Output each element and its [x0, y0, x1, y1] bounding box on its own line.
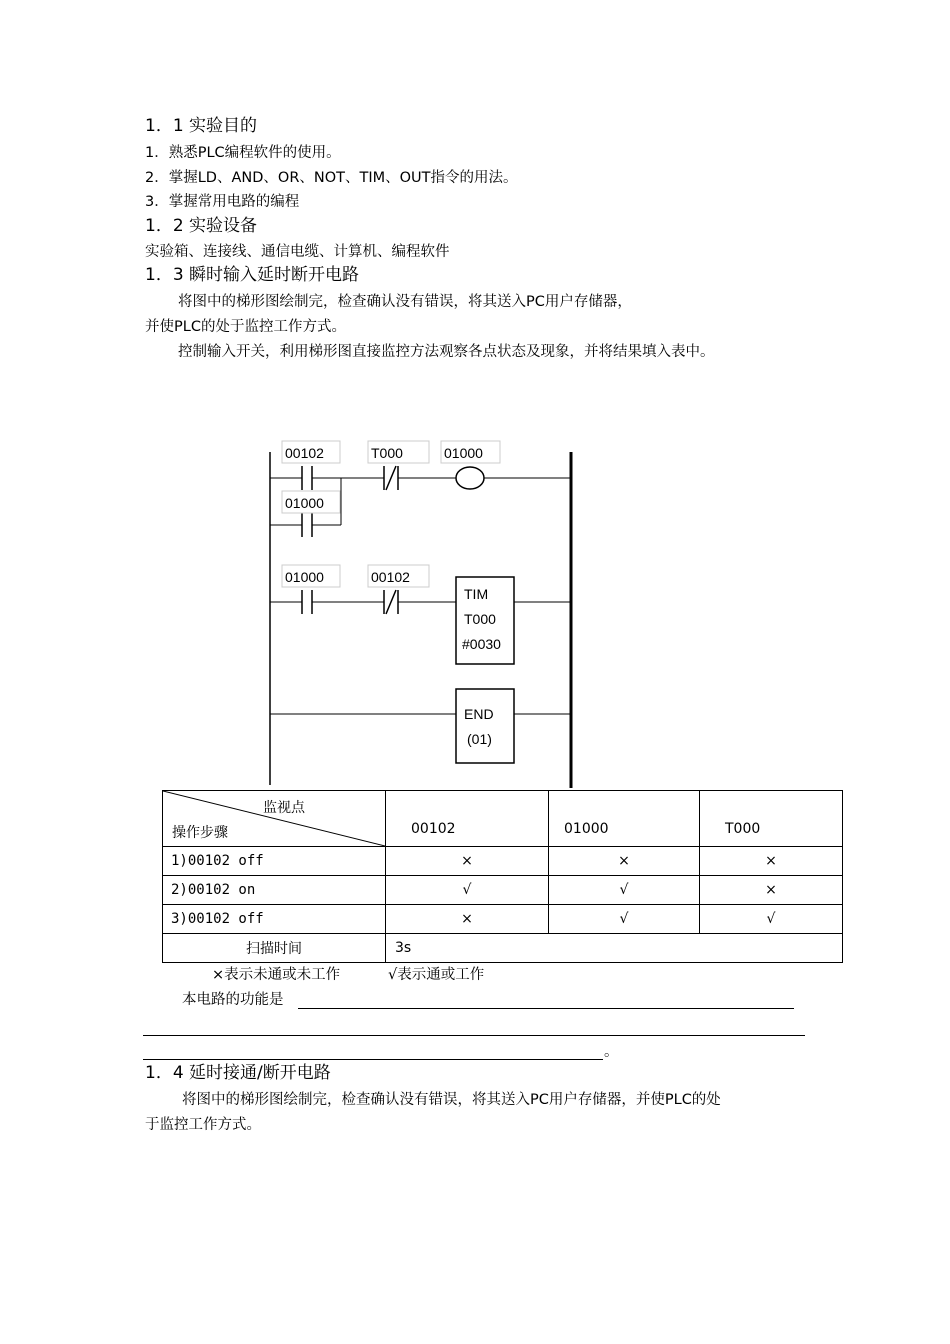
section-3-heading: 1．3 瞬时输入延时断开电路 — [145, 265, 360, 285]
answer-line[interactable] — [298, 1008, 794, 1009]
header-bottom: 操作步骤 — [172, 825, 228, 841]
legend-cross: ×表示未通或未工作 — [212, 967, 341, 983]
answer-line[interactable] — [143, 1059, 603, 1060]
value-cell: × — [386, 847, 549, 876]
tim-label: TIM — [464, 586, 489, 602]
column-header: 01000 — [549, 791, 700, 847]
answer-line[interactable] — [143, 1035, 805, 1036]
step-cell: 2)00102 on — [163, 876, 386, 905]
value-cell: √ — [386, 876, 549, 905]
scan-value: 3s — [386, 934, 843, 963]
list-item: 3．掌握常用电路的编程 — [145, 194, 300, 210]
step-cell: 1)00102 off — [163, 847, 386, 876]
list-item: 2．掌握LD、AND、OR、NOT、TIM、OUT指令的用法。 — [145, 170, 518, 186]
paragraph: 于监控工作方式。 — [145, 1117, 261, 1133]
value-cell: × — [549, 847, 700, 876]
end-code: (01) — [467, 731, 492, 747]
rung2-contact-label: 01000 — [285, 569, 324, 585]
header-top: 监视点 — [263, 800, 305, 816]
table-row — [163, 876, 843, 905]
rung-3 — [270, 689, 571, 763]
rung1-contact-label: 00102 — [285, 445, 324, 461]
value-cell: × — [386, 905, 549, 934]
table-row — [163, 905, 843, 934]
value-cell: √ — [549, 876, 700, 905]
section-1-heading: 1．1 实验目的 — [145, 116, 258, 136]
table-corner-header — [163, 791, 386, 847]
paragraph: 控制输入开关，利用梯形图直接监控方法观察各点状态及现象，并将结果填入表中。 — [178, 344, 715, 360]
paragraph: 将图中的梯形图绘制完，检查确认没有错误，将其送入PC用户存储器， — [178, 294, 632, 310]
rung2-nc-label: 00102 — [371, 569, 410, 585]
rung1-nc-label: T000 — [371, 445, 403, 461]
table-row — [163, 847, 843, 876]
paragraph: 并使PLC的处于监控工作方式。 — [145, 319, 346, 335]
column-header: 00102 — [386, 791, 549, 847]
tim-number: T000 — [464, 611, 496, 627]
paragraph: 将图中的梯形图绘制完，检查确认没有错误，将其送入PC用户存储器，并使PLC的处 — [182, 1092, 721, 1108]
end-block — [456, 689, 514, 763]
column-header: T000 — [700, 791, 843, 847]
rung1-parallel-label: 01000 — [285, 495, 324, 511]
rung1-coil-label: 01000 — [444, 445, 483, 461]
function-label: 本电路的功能是 — [182, 992, 284, 1008]
value-cell: × — [700, 876, 843, 905]
monitor-table — [162, 790, 843, 963]
tim-setpoint: #0030 — [462, 636, 501, 652]
table-row — [163, 934, 843, 963]
legend-check: √表示通或工作 — [388, 967, 485, 983]
sentence-end: 。 — [604, 1044, 619, 1060]
value-cell: √ — [549, 905, 700, 934]
equipment-text: 实验箱、连接线、通信电缆、计算机、编程软件 — [145, 244, 450, 260]
value-cell: × — [700, 847, 843, 876]
section-2-heading: 1．2 实验设备 — [145, 216, 258, 236]
section-4-heading: 1．4 延时接通/断开电路 — [145, 1063, 331, 1083]
end-label: END — [464, 706, 494, 722]
scan-label: 扫描时间 — [163, 934, 386, 963]
step-cell: 3)00102 off — [163, 905, 386, 934]
list-item: 1．熟悉PLC编程软件的使用。 — [145, 145, 341, 161]
value-cell: √ — [700, 905, 843, 934]
